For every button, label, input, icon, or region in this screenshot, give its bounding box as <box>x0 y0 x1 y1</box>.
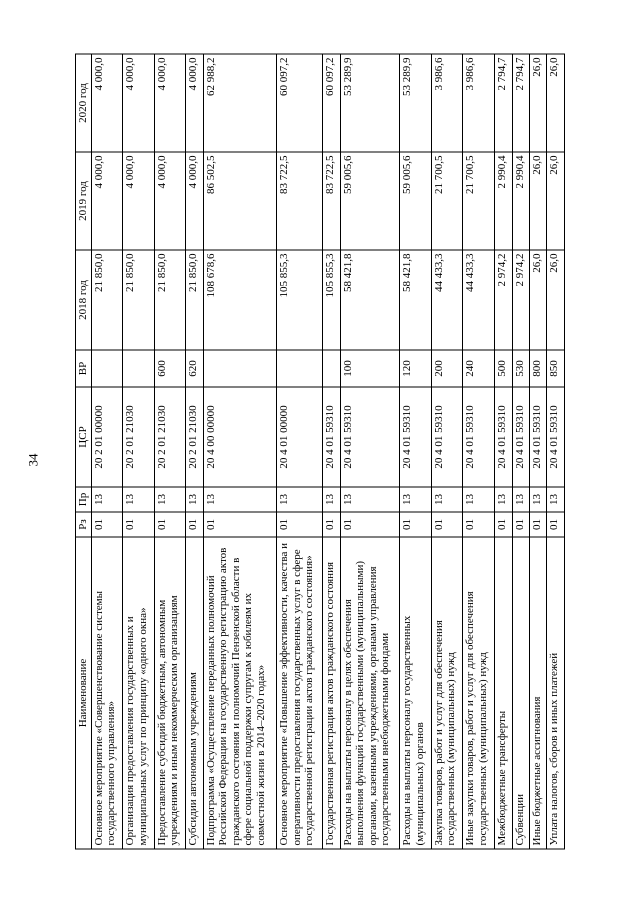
table-row <box>91 54 123 849</box>
row-rz: 01 <box>340 512 400 537</box>
header-2019: 2019 год <box>76 152 92 250</box>
row-pr: 13 <box>463 487 495 512</box>
row-rz: 01 <box>203 512 277 537</box>
row-name: Предоставление субсидий бюджетным, автономным учреждениям и иным некоммерческим организациям <box>154 537 186 849</box>
row-2020: 4 000,0 <box>91 54 123 152</box>
row-pr: 13 <box>512 487 529 512</box>
row-rz: 01 <box>431 512 463 537</box>
row-name: Иные бюджетные ассигнования <box>529 537 546 849</box>
row-vr <box>203 350 277 387</box>
row-rz: 01 <box>463 512 495 537</box>
row-2019: 59 005,6 <box>340 152 400 250</box>
row-2018: 58 421,8 <box>340 250 400 350</box>
table-row <box>123 54 155 849</box>
row-pr: 13 <box>91 487 123 512</box>
row-vr <box>91 350 123 387</box>
row-pr: 13 <box>340 487 400 512</box>
table-header-row <box>76 54 92 849</box>
row-2020: 3 986,6 <box>431 54 463 152</box>
row-csr: 20 4 01 00000 <box>277 387 323 487</box>
row-rz: 01 <box>91 512 123 537</box>
row-pr: 13 <box>123 487 155 512</box>
row-rz: 01 <box>495 512 512 537</box>
row-pr: 13 <box>277 487 323 512</box>
row-rz: 01 <box>547 512 565 537</box>
row-rz: 01 <box>529 512 546 537</box>
page-number-text: 34 <box>25 453 41 467</box>
row-2018: 26,0 <box>547 250 565 350</box>
row-2019: 26,0 <box>529 152 546 250</box>
table-body <box>91 54 565 849</box>
row-2020: 60 097,2 <box>277 54 323 152</box>
row-name: Основное мероприятие «Повышение эффективности, качества и оперативности предоставления государственных услуг в сфере государственной регистрации актов гражданского состояния» <box>277 537 323 849</box>
row-vr: 530 <box>512 350 529 387</box>
row-2018: 2 974,2 <box>495 250 512 350</box>
row-pr: 13 <box>203 487 277 512</box>
row-2020: 53 289,9 <box>400 54 432 152</box>
row-rz: 01 <box>123 512 155 537</box>
table-row <box>186 54 203 849</box>
row-name: Уплата налогов, сборов и иных платежей <box>547 537 565 849</box>
row-2019: 21 700,5 <box>431 152 463 250</box>
table-row <box>323 54 340 849</box>
row-2018: 26,0 <box>529 250 546 350</box>
table-row <box>340 54 400 849</box>
row-pr: 13 <box>431 487 463 512</box>
row-vr <box>277 350 323 387</box>
header-rz: Рз <box>76 512 92 537</box>
row-2018: 21 850,0 <box>154 250 186 350</box>
row-rz: 01 <box>512 512 529 537</box>
header-2020: 2020 год <box>76 54 92 152</box>
row-rz: 01 <box>277 512 323 537</box>
table-row <box>529 54 546 849</box>
row-vr <box>123 350 155 387</box>
table-row <box>154 54 186 849</box>
row-2018: 2 974,2 <box>512 250 529 350</box>
row-2018: 44 433,3 <box>463 250 495 350</box>
row-2019: 21 700,5 <box>463 152 495 250</box>
budget-table-container <box>75 55 565 850</box>
row-csr: 20 4 01 59310 <box>512 387 529 487</box>
row-2020: 4 000,0 <box>186 54 203 152</box>
row-csr: 20 2 01 21030 <box>123 387 155 487</box>
header-csr: ЦСР <box>76 387 92 487</box>
row-vr: 800 <box>529 350 546 387</box>
row-csr: 20 2 01 21030 <box>186 387 203 487</box>
row-2019: 4 000,0 <box>154 152 186 250</box>
row-2018: 108 678,6 <box>203 250 277 350</box>
table-row <box>277 54 323 849</box>
table-row <box>463 54 495 849</box>
row-rz: 01 <box>400 512 432 537</box>
row-2019: 4 000,0 <box>91 152 123 250</box>
row-2019: 26,0 <box>547 152 565 250</box>
row-rz: 01 <box>323 512 340 537</box>
row-csr: 20 2 01 21030 <box>154 387 186 487</box>
row-pr: 13 <box>495 487 512 512</box>
row-2020: 26,0 <box>529 54 546 152</box>
row-vr: 100 <box>340 350 400 387</box>
row-2019: 83 722,5 <box>323 152 340 250</box>
row-pr: 13 <box>323 487 340 512</box>
row-2019: 86 502,5 <box>203 152 277 250</box>
row-vr: 240 <box>463 350 495 387</box>
row-name: Основное мероприятие «Совершенствование системы государственного управления» <box>91 537 123 849</box>
row-vr: 500 <box>495 350 512 387</box>
row-pr: 13 <box>154 487 186 512</box>
row-rz: 01 <box>186 512 203 537</box>
row-csr: 20 4 00 00000 <box>203 387 277 487</box>
row-name: Расходы на выплаты персоналу государственных (муниципальных) органов <box>400 537 432 849</box>
row-name: Закупка товаров, работ и услуг для обеспечения государственных (муниципальных) нужд <box>431 537 463 849</box>
table-row <box>400 54 432 849</box>
row-2018: 21 850,0 <box>186 250 203 350</box>
row-2020: 3 986,6 <box>463 54 495 152</box>
row-vr: 200 <box>431 350 463 387</box>
row-csr: 20 4 01 59310 <box>323 387 340 487</box>
row-name: Государственная регистрация актов гражданского состояния <box>323 537 340 849</box>
row-name: Подпрограмма «Осуществление переданных полномочий Российской Федерации на государственную регистрацию актов гражданского состояния и полномочий Пензенской области в сфере социальной поддержки супругам к юбилеям их совместной жизни в 2014–2020 годах» <box>203 537 277 849</box>
row-pr: 13 <box>186 487 203 512</box>
row-2019: 2 990,4 <box>512 152 529 250</box>
row-2018: 105 855,3 <box>277 250 323 350</box>
row-2018: 21 850,0 <box>123 250 155 350</box>
header-name: Наименование <box>76 537 92 849</box>
table-row <box>203 54 277 849</box>
row-2020: 4 000,0 <box>154 54 186 152</box>
row-vr: 850 <box>547 350 565 387</box>
row-2020: 26,0 <box>547 54 565 152</box>
row-name: Субвенции <box>512 537 529 849</box>
row-rz: 01 <box>154 512 186 537</box>
row-vr: 600 <box>154 350 186 387</box>
row-2020: 2 794,7 <box>512 54 529 152</box>
row-csr: 20 4 01 59310 <box>495 387 512 487</box>
row-csr: 20 4 01 59310 <box>529 387 546 487</box>
header-2018: 2018 год <box>76 250 92 350</box>
row-2018: 58 421,8 <box>400 250 432 350</box>
row-csr: 20 4 01 59310 <box>463 387 495 487</box>
row-name: Субсидии автономным учреждениям <box>186 537 203 849</box>
row-name: Организация предоставления государственных и муниципальных услуг по принципу «одного окна» <box>123 537 155 849</box>
row-csr: 20 4 01 59310 <box>340 387 400 487</box>
budget-table <box>75 54 565 850</box>
row-name: Межбюджетные трансферты <box>495 537 512 849</box>
row-name: Расходы на выплаты персоналу в целях обеспечения выполнения функций государственными (муниципальными) органами, казенными учреждениями, органами управления государственными внебюджетными фондами <box>340 537 400 849</box>
row-vr <box>323 350 340 387</box>
row-2019: 83 722,5 <box>277 152 323 250</box>
row-2020: 62 988,2 <box>203 54 277 152</box>
row-2019: 4 000,0 <box>186 152 203 250</box>
row-2019: 2 990,4 <box>495 152 512 250</box>
header-pr: Пр <box>76 487 92 512</box>
row-pr: 13 <box>400 487 432 512</box>
header-vr: ВР <box>76 350 92 387</box>
row-pr: 13 <box>529 487 546 512</box>
row-2020: 4 000,0 <box>123 54 155 152</box>
row-csr: 20 4 01 59310 <box>431 387 463 487</box>
row-csr: 20 4 01 59310 <box>400 387 432 487</box>
table-row <box>547 54 565 849</box>
row-2019: 4 000,0 <box>123 152 155 250</box>
row-2020: 53 289,9 <box>340 54 400 152</box>
row-2018: 44 433,3 <box>431 250 463 350</box>
row-2019: 59 005,6 <box>400 152 432 250</box>
row-2020: 2 794,7 <box>495 54 512 152</box>
row-csr: 20 2 01 00000 <box>91 387 123 487</box>
table-row <box>495 54 512 849</box>
row-vr: 120 <box>400 350 432 387</box>
row-pr: 13 <box>547 487 565 512</box>
row-name: Иные закупки товаров, работ и услуг для обеспечения государственных (муниципальных) нужд <box>463 537 495 849</box>
table-row <box>431 54 463 849</box>
row-csr: 20 4 01 59310 <box>547 387 565 487</box>
table-row <box>512 54 529 849</box>
row-2020: 60 097,2 <box>323 54 340 152</box>
row-2018: 21 850,0 <box>91 250 123 350</box>
row-vr: 620 <box>186 350 203 387</box>
row-2018: 105 855,3 <box>323 250 340 350</box>
